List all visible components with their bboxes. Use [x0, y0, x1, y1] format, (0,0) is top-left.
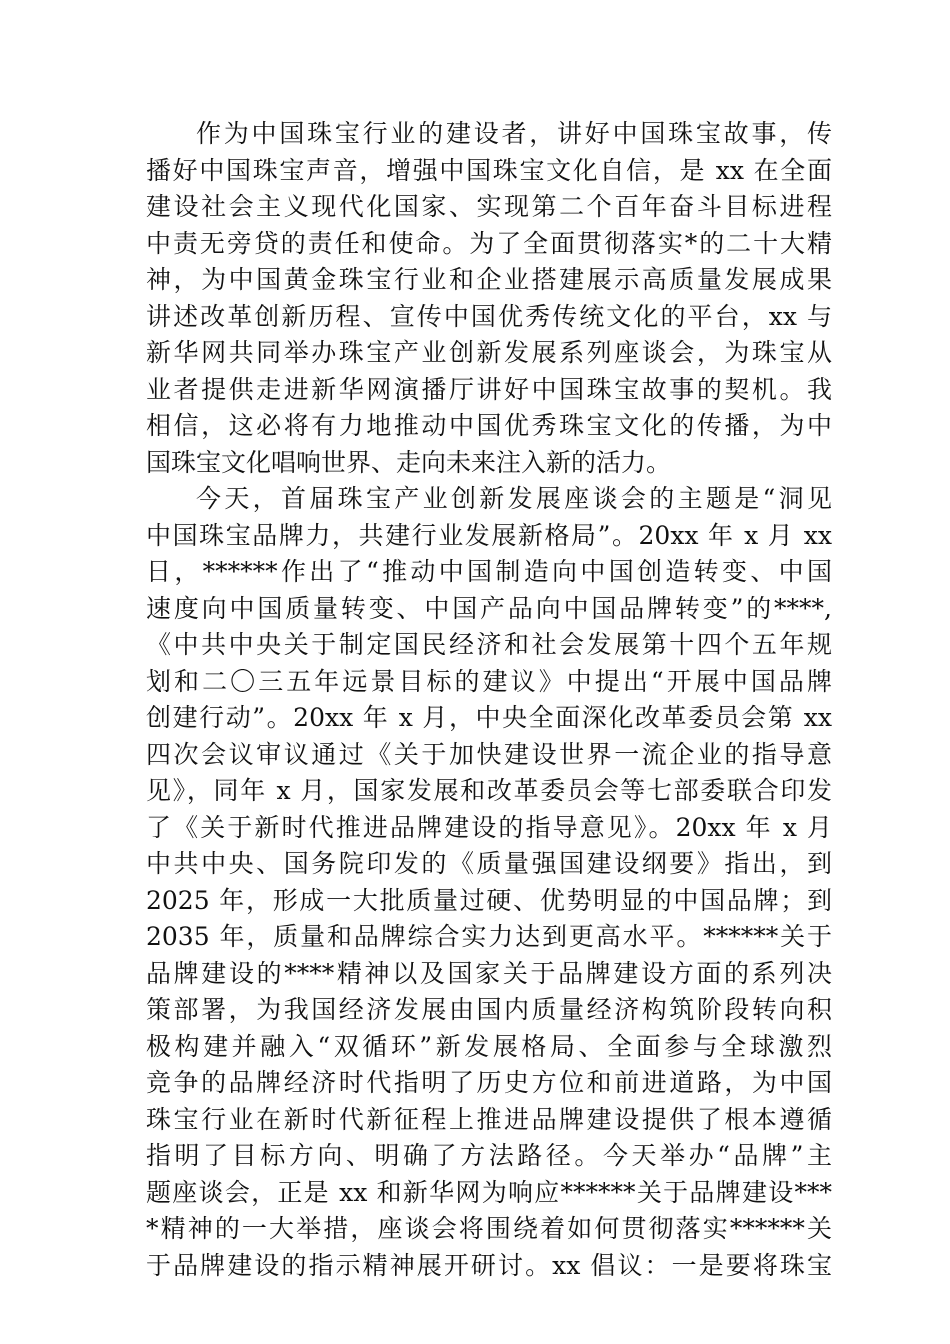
- text-line: 2025 年，形成一大批质量过硬、优势明显的中国品牌；到: [146, 885, 832, 915]
- text-line: 速度向中国质量转变、中国产品向中国品牌转变”的****,: [146, 593, 832, 623]
- text-line: 讲述改革创新历程、宣传中国优秀传统文化的平台，xx 与: [146, 301, 832, 331]
- document-page: [146, 116, 832, 1284]
- text-line: 见》，同年 x 月，国家发展和改革委员会等七部委联合印发: [146, 776, 832, 805]
- text-line: 指明了目标方向、明确了方法路径。今天举办“品牌”主: [146, 1141, 832, 1170]
- text-line: 国珠宝文化唱响世界、走向未来注入新的活力。: [146, 447, 672, 477]
- text-line: 相信，这必将有力地推动中国优秀珠宝文化的传播，为中: [146, 411, 832, 440]
- paragraph-1: [146, 116, 832, 481]
- text-line: 于品牌建设的指示精神展开研讨。xx 倡议：一是要将珠宝: [146, 1250, 832, 1280]
- text-line: 中国珠宝品牌力，共建行业发展新格局”。20xx 年 x 月 xx: [146, 520, 832, 550]
- text-line: 策部署，为我国经济发展由国内质量经济构筑阶段转向积: [146, 995, 832, 1024]
- text-line: 中共中央、国务院印发的《质量强国建设纲要》指出，到: [146, 849, 832, 878]
- text-line: 作为中国珠宝行业的建设者，讲好中国珠宝故事，传: [196, 119, 832, 148]
- text-line: 竞争的品牌经济时代指明了历史方位和前进道路，为中国: [146, 1068, 832, 1097]
- text-line: 《中共中央关于制定国民经济和社会发展第十四个五年规: [146, 630, 832, 659]
- text-line: *精神的一大举措，座谈会将围绕着如何贯彻落实******关: [146, 1214, 832, 1243]
- text-line: 珠宝行业在新时代新征程上推进品牌建设提供了根本遵循: [146, 1104, 832, 1134]
- text-line: 神，为中国黄金珠宝行业和企业搭建展示高质量发展成果: [146, 265, 832, 294]
- text-line: 业者提供走进新华网演播厅讲好中国珠宝故事的契机。我: [146, 374, 832, 404]
- text-line: 四次会议审议通过《关于加快建设世界一流企业的指导意: [146, 739, 832, 769]
- text-line: 品牌建设的****精神以及国家关于品牌建设方面的系列决: [146, 958, 832, 988]
- text-line: 播好中国珠宝声音，增强中国珠宝文化自信，是 xx 在全面: [146, 155, 832, 185]
- text-line: 题座谈会，正是 xx 和新华网为响应******关于品牌建设***: [146, 1177, 832, 1207]
- text-line: 划和二〇三五年远景目标的建议》中提出“开展中国品牌: [146, 666, 832, 696]
- text-line: 了《关于新时代推进品牌建设的指导意见》。20xx 年 x 月: [146, 812, 832, 842]
- text-line: 今天，首届珠宝产业创新发展座谈会的主题是“洞见: [196, 484, 832, 513]
- text-line: 新华网共同举办珠宝产业创新发展系列座谈会，为珠宝从: [146, 338, 832, 367]
- text-line: 中责无旁贷的责任和使命。为了全面贯彻落实*的二十大精: [146, 228, 832, 258]
- text-line: 创建行动”。20xx 年 x 月，中央全面深化改革委员会第 xx: [146, 703, 832, 732]
- text-line: 极构建并融入“双循环”新发展格局、全面参与全球激烈: [146, 1031, 832, 1061]
- text-line: 2035 年，质量和品牌综合实力达到更高水平。******关于: [146, 922, 832, 951]
- text-line: 日，******作出了“推动中国制造向中国创造转变、中国: [146, 557, 832, 586]
- text-line: 建设社会主义现代化国家、实现第二个百年奋斗目标进程: [146, 192, 832, 221]
- paragraph-2: [146, 481, 832, 1284]
